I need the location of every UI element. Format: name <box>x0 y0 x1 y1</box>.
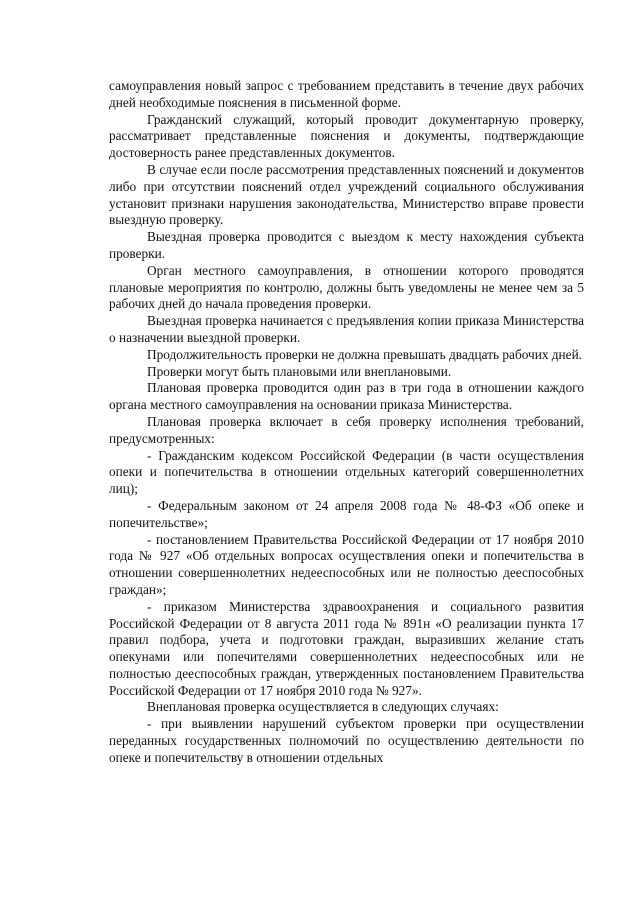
paragraph-violation-signs: В случае если после рассмотрения представленных пояснений и документов либо при отсутствии пояснений отдел учреждений социального обслуживания установит признаки нарушения законодательства, Министерство вправе провести выездную проверку. <box>109 161 584 228</box>
paragraph-civil-servant-review: Гражданский служащий, который проводит документарную проверку, рассматривает представленные пояснения и документы, подтверждающие достоверность ранее представленных документов. <box>109 111 584 161</box>
paragraph-planned-frequency: Плановая проверка проводится один раз в три года в отношении каждого органа местного самоуправления на основании приказа Министерства. <box>109 380 584 413</box>
paragraph-duration: Продолжительность проверки не должна превышать двадцать рабочих дней. <box>147 346 583 362</box>
paragraph-onsite-location: Выездная проверка проводится с выездом к месту нахождения субъекта проверки. <box>109 229 584 261</box>
paragraph-inspection-types: Проверки могут быть плановыми или внеплановыми. <box>147 363 452 379</box>
list-item-ministry-order: - приказом Министерства здравоохранения и социального развития Российской Федерации от 8 августа 2011 года № 891н «О реализации пункта 17 правил подбора, учета и подготовки граждан, выразивших желание стать опекунами или попечителями совершеннолетних недееспособных или не полностью дееспособных граждан, утвержденных постановлением Правительства Российской Федерации от 17 ноября 2010 года № 927». <box>109 598 584 698</box>
paragraph-notification: Орган местного самоуправления, в отношении которого проводятся плановые мероприятия по контролю, должны быть уведомлены не менее чем за 5 рабочих дней до начала проведения проверки. <box>109 262 584 312</box>
paragraph-planned-scope: Плановая проверка включает в себя проверку исполнения требований, предусмотренных: <box>109 413 584 446</box>
list-item-government-decree: - постановлением Правительства Российской Федерации от 17 ноября 2010 года № 927 «Об отдельных вопросах осуществления опеки и попечительства в отношении совершеннолетних недееспособных или не полностью дееспособных граждан»; <box>109 531 584 597</box>
list-item-violations-detected: - при выявлении нарушений субъектом проверки при осуществлении переданных государственных полномочий по осуществлению деятельности по опеке и попечительству в отношении отдельных <box>109 716 584 765</box>
paragraph-onsite-start: Выездная проверка начинается с предъявления копии приказа Министерства о назначении выездной проверки. <box>109 313 584 345</box>
document-page <box>109 78 584 767</box>
list-item-federal-law: - Федеральным законом от 24 апреля 2008 года № 48-ФЗ «Об опеке и попечительстве»; <box>109 497 584 530</box>
paragraph-unscheduled-cases: Внеплановая проверка осуществляется в следующих случаях: <box>147 699 499 715</box>
paragraph-continuation: самоуправления новый запрос с требованием представить в течение двух рабочих дней необходимые пояснения в письменной форме. <box>109 78 584 110</box>
list-item-civil-code: - Гражданским кодексом Российской Федерации (в части осуществления опеки и попечительства в отношении отдельных категорий совершеннолетних лиц); <box>109 447 584 497</box>
